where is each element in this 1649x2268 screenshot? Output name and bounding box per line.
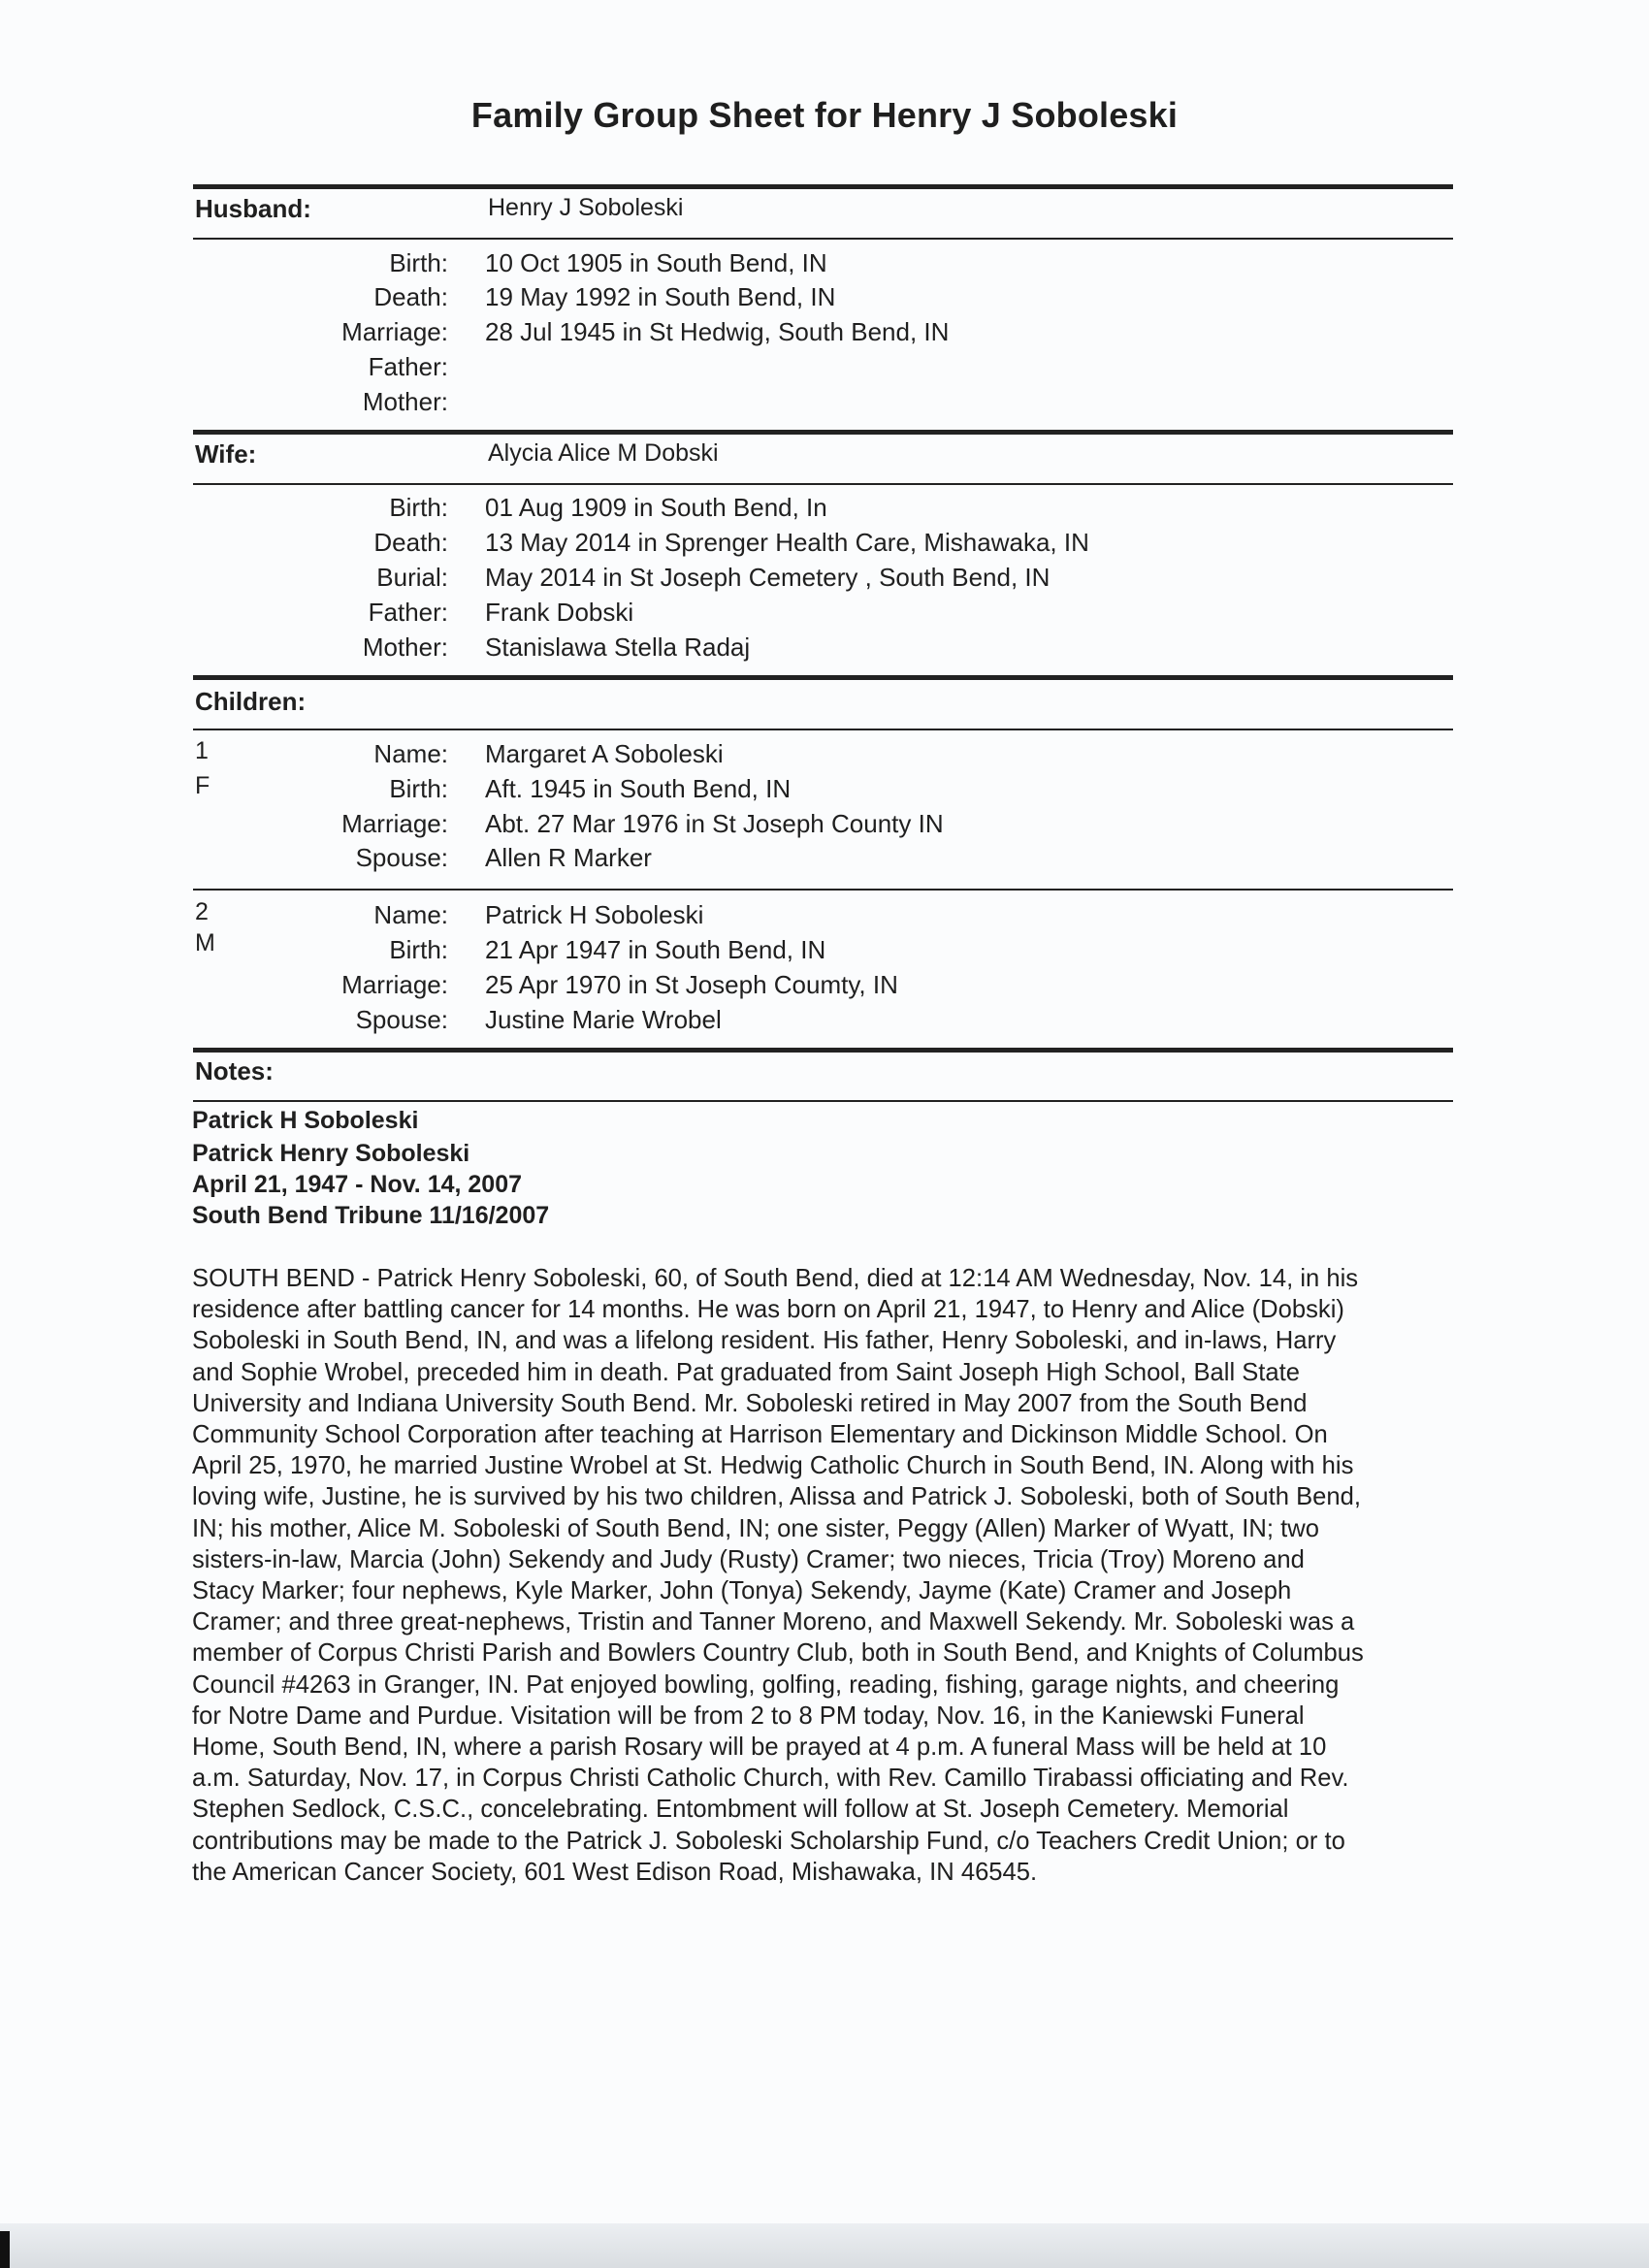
wife-mother-label: Mother:	[362, 632, 448, 662]
husband-mother-label: Mother:	[362, 387, 448, 416]
husband-marriage-value: 28 Jul 1945 in St Hedwig, South Bend, IN	[485, 317, 950, 346]
wife-death-value: 13 May 2014 in Sprenger Health Care, Mishawaka, IN	[485, 528, 1089, 557]
husband-label: Husband:	[195, 194, 311, 223]
wife-burial-label: Burial:	[376, 563, 448, 592]
scan-edge-mark	[0, 2231, 10, 2268]
child-birth-value: 21 Apr 1947 in South Bend, IN	[485, 935, 826, 964]
wife-mother-value: Stanislawa Stella Radaj	[485, 632, 751, 662]
child-name-label: Name:	[373, 900, 448, 929]
obituary-line: Stacy Marker; four nephews, Kyle Marker, John (Tonya) Sekendy, Jayme (Kate) Cramer and Joseph	[192, 1577, 1292, 1605]
obituary-line: University and Indiana University South Bend. Mr. Soboleski retired in May 2007 from the South Bend	[192, 1389, 1308, 1417]
obituary-line: Stephen Sedlock, C.S.C., concelebrating. Entombment will follow at St. Joseph Cemetery. Memorial	[192, 1796, 1289, 1824]
child-spouse-label: Spouse:	[355, 1005, 448, 1034]
header-underline	[193, 729, 1453, 730]
child-name-label: Name:	[373, 739, 448, 768]
wife-birth-label: Birth:	[389, 493, 448, 522]
notes-heading-line: Patrick H Soboleski	[192, 1107, 419, 1134]
section-divider	[193, 430, 1453, 435]
obituary-line: member of Corpus Christi Parish and Bowlers Country Club, both in South Bend, and Knights of Columbus	[192, 1639, 1364, 1668]
husband-father-label: Father:	[368, 352, 448, 381]
child-divider	[193, 889, 1453, 891]
notes-heading-line: South Bend Tribune 11/16/2007	[192, 1202, 550, 1229]
obituary-line: Home, South Bend, IN, where a parish Rosary will be prayed at 4 p.m. A funeral Mass will be held at 10	[192, 1733, 1327, 1762]
section-divider	[193, 184, 1453, 189]
husband-death-label: Death:	[373, 282, 448, 311]
child-name-value: Patrick H Soboleski	[485, 900, 704, 929]
obituary-line: Community School Corporation after teaching at Harrison Elementary and Dickinson Middle School. On	[192, 1421, 1328, 1449]
wife-death-label: Death:	[373, 528, 448, 557]
scan-edge-shadow	[0, 2223, 1649, 2268]
obituary-line: Soboleski in South Bend, IN, and was a lifelong resident. His father, Henry Soboleski, and in-laws, Harry	[192, 1327, 1337, 1355]
wife-burial-value: May 2014 in St Joseph Cemetery , South Bend, IN	[485, 563, 1051, 592]
child-number: 2	[195, 898, 209, 925]
child-sex: M	[195, 929, 215, 956]
child-marriage-value: Abt. 27 Mar 1976 in St Joseph County IN	[485, 809, 944, 838]
wife-label: Wife:	[195, 439, 257, 469]
page-title: Family Group Sheet for Henry J Soboleski	[470, 95, 1179, 135]
notes-heading-line: April 21, 1947 - Nov. 14, 2007	[192, 1171, 523, 1198]
child-marriage-value: 25 Apr 1970 in St Joseph Coumty, IN	[485, 970, 898, 999]
husband-birth-value: 10 Oct 1905 in South Bend, IN	[485, 248, 827, 277]
obituary-text	[192, 1263, 1453, 1888]
husband-birth-label: Birth:	[389, 248, 448, 277]
obituary-line: the American Cancer Society, 601 West Edison Road, Mishawaka, IN 46545.	[192, 1858, 1038, 1886]
obituary-line: loving wife, Justine, he is survived by his two children, Alissa and Patrick J. Soboleski, both of South Bend,	[192, 1483, 1361, 1511]
obituary-line: sisters-in-law, Marcia (John) Sekendy and Judy (Rusty) Cramer; two nieces, Tricia (Troy) Moreno and	[192, 1545, 1305, 1573]
obituary-line: Council #4263 in Granger, IN. Pat enjoyed bowling, golfing, reading, fishing, garage nights, and cheering	[192, 1670, 1340, 1699]
child-birth-value: Aft. 1945 in South Bend, IN	[485, 774, 792, 803]
husband-death-value: 19 May 1992 in South Bend, IN	[485, 282, 836, 311]
wife-father-value: Frank Dobski	[485, 598, 634, 627]
obituary-line: a.m. Saturday, Nov. 17, in Corpus Christi Catholic Church, with Rev. Camillo Tirabassi officiating and Rev.	[192, 1765, 1349, 1793]
child-marriage-label: Marriage:	[341, 809, 448, 838]
obituary-line: SOUTH BEND - Patrick Henry Soboleski, 60, of South Bend, died at 12:14 AM Wednesday, Nov. 14, in his	[192, 1265, 1359, 1292]
child-spouse-label: Spouse:	[355, 843, 448, 872]
obituary-line: contributions may be made to the Patrick J. Soboleski Scholarship Fund, c/o Teachers Credit Union; or to	[192, 1827, 1345, 1855]
child-spouse-value: Allen R Marker	[485, 843, 652, 872]
obituary-line: April 25, 1970, he married Justine Wrobel at St. Hedwig Catholic Church in South Bend, IN. Along with his	[192, 1452, 1354, 1480]
section-divider	[193, 1048, 1453, 1053]
children-label: Children:	[195, 687, 307, 716]
header-underline	[193, 238, 1453, 240]
husband-name: Henry J Soboleski	[488, 194, 684, 221]
notes-heading-line: Patrick Henry Soboleski	[192, 1140, 470, 1167]
obituary-line: residence after battling cancer for 14 months. He was born on April 21, 1947, to Henry and Alice (Dobski)	[192, 1296, 1344, 1324]
child-birth-label: Birth:	[389, 935, 448, 964]
child-name-value: Margaret A Soboleski	[485, 739, 724, 768]
obituary-line: for Notre Dame and Purdue. Visitation will be from 2 to 8 PM today, Nov. 16, in the Kaniewski Funeral	[192, 1701, 1305, 1730]
wife-name: Alycia Alice M Dobski	[488, 439, 719, 467]
child-number: 1	[195, 737, 209, 764]
obituary-line: and Sophie Wrobel, preceded him in death. Pat graduated from Saint Joseph High School, Ball State	[192, 1358, 1300, 1386]
section-divider	[193, 675, 1453, 680]
husband-marriage-label: Marriage:	[341, 317, 448, 346]
obituary-line: Cramer; and three great-nephews, Tristin and Tanner Moreno, and Maxwell Sekendy. Mr. Soboleski was a	[192, 1608, 1355, 1636]
wife-birth-value: 01 Aug 1909 in South Bend, In	[485, 493, 827, 522]
header-underline	[193, 483, 1453, 485]
child-spouse-value: Justine Marie Wrobel	[485, 1005, 722, 1034]
wife-father-label: Father:	[368, 598, 448, 627]
obituary-line: IN; his mother, Alice M. Soboleski of South Bend, IN; one sister, Peggy (Allen) Marker of Wyatt, IN; two	[192, 1514, 1319, 1542]
header-underline	[193, 1100, 1453, 1102]
child-sex: F	[195, 772, 210, 799]
child-marriage-label: Marriage:	[341, 970, 448, 999]
child-birth-label: Birth:	[389, 774, 448, 803]
notes-label: Notes:	[195, 1056, 274, 1085]
